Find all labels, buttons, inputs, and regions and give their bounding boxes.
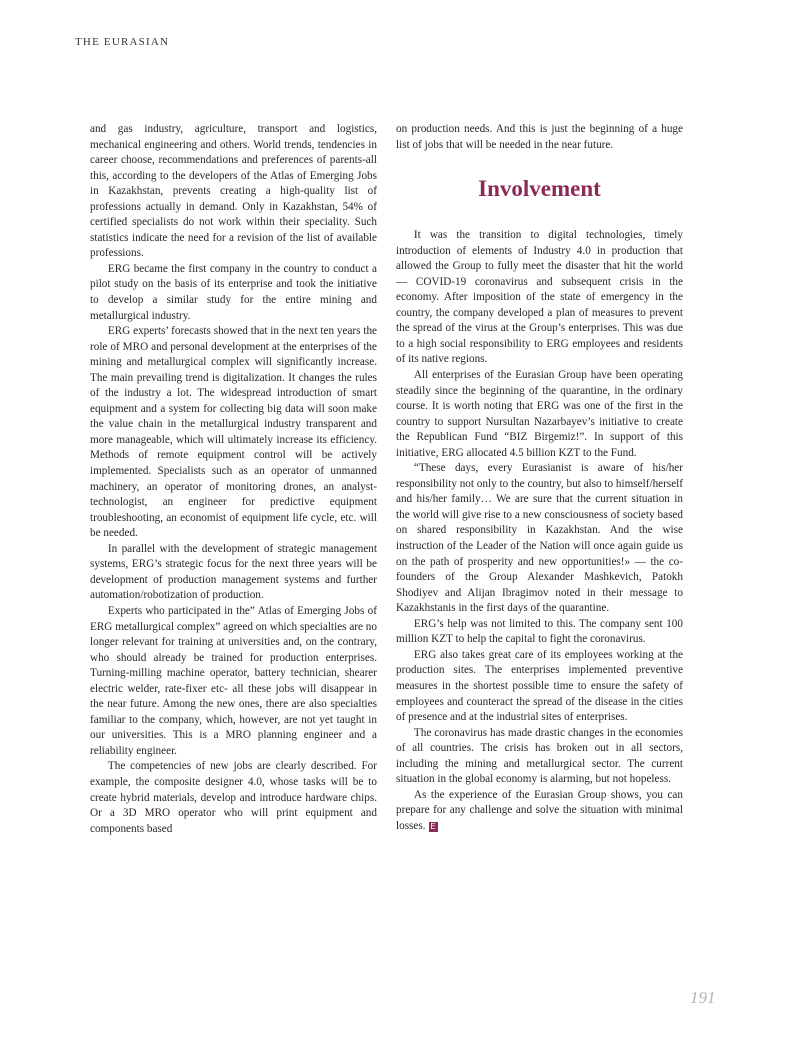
page-number: 191 [690, 988, 716, 1007]
end-of-article-mark: E [430, 821, 436, 831]
paragraph: on production needs. And this is just the beginning of a huge list of jobs that will be needed in the near future. [396, 123, 683, 151]
section-heading: Involvement [478, 176, 601, 202]
paragraph: All enterprises of the Eurasian Group have been operating steadily since the beginning of the quarantine, in the ordinary course. It is worth noting that ERG was one of the first in the country to support Nursultan Nazarbayev’s initiative to create the Republican Fund “BIZ Birgemiz!”. In support of this initiative, ERG allocated 4.5 billion KZT to the Fund. [396, 369, 683, 459]
paragraph: The coronavirus has made drastic changes in the economies of all countries. The crisis has broken out in all sectors, including the mining and metallurgical sector. The current situation in the global economy is alarming, but not hopeless. [396, 726, 683, 786]
paragraph: ERG experts’ forecasts showed that in the next ten years the role of MRO and personal development at the enterprises of the mining and metallurgical complex will significantly increase. The main prevailing trend is digitalization. It changes the rules of the industry a lot. The widespread introduction of smart equipment and a system for collecting big data will soon make the value chain in the metallurgical industry transparent and more manageable, which will ultimately increase its efficiency. Methods of remote equipment control will be actively implemented. Specialists such as an operator of unmanned machinery, an operator of monitoring drones, an analyst-technologist, an engineer for predictive equipment troubleshooting, an economist of equipment life cycle, etc. will be needed. [90, 325, 377, 540]
paragraph: and gas industry, agriculture, transport and logistics, mechanical engineering and others. World trends, tendencies in career choose, recommendations and preferences of parents-all this, according to the developers of the Atlas of Emerging Jobs in Kazakhstan, prevents creating a high-quality list of professions actually in demand. Only in Kazakhstan, 54% of certified specialists do not work within their speciality. Such statistics indicate the need for a revision of the list of available professions. [90, 123, 377, 260]
paragraph: ERG’s help was not limited to this. The company sent 100 million KZT to help the capital to fight the coronavirus. [396, 617, 683, 646]
paragraph: The competencies of new jobs are clearly described. For example, the composite designer 4.0, whose tasks will be to create hybrid materials, develop and introduce hardware chips. Or a 3D MRO operator who will print equipment and components based [90, 760, 377, 835]
paragraph: ERG became the first company in the country to conduct a pilot study on the basis of its enterprise and took the initiative to develop a similar study for the entire mining and metallurgical industry. [90, 262, 377, 322]
paragraph: Experts who participated in the” Atlas of Emerging Jobs of ERG metallurgical complex” agreed on which specialties are no longer relevant for training at universities and, on the contrary, who should already be trained for production enterprises. Turning-milling machine operator, battery technician, shearer electric welder, rate-fixer etc- all these jobs will disappear in the near future. Among the new ones, there are also specialties familiar to the company, which, however, are not yet taught in our universities. This is a MRO planning engineer and a reliability engineer. [90, 604, 377, 757]
paragraph: ERG also takes great care of its employees working at the production sites. The enterprises implemented preventive measures in the shortest possible time to ensure the safety of employees and counteract the spread of the disease in the cities of presence and at the industrial sites of enterprises. [396, 648, 683, 724]
left-column [90, 122, 377, 837]
right-column [396, 122, 683, 834]
paragraph: “These days, every Eurasianist is aware of his/her responsibility not only to the country, but also to himself/herself and his/her family… We are sure that the current situation in the world will give rise to a new consciousness of society based on shared responsibility in Kazakhstan. And the wise instruction of the Leader of the Nation will once again guide us on the path of prosperity and new opportunities!» — the co-founders of the Group Alexander Mashkevich, Patokh Shodiyev and Alijan Ibragimov noted in their message to Kazakhstanis in the first days of the quarantine. [396, 462, 684, 615]
running-title: THE EURASIAN [75, 36, 170, 48]
paragraph: It was the transition to digital technologies, timely introduction of elements of Industry 4.0 in production that allowed the Group to fully meet the disaster that hit the world — COVID-19 coronavirus and subsequent crisis in the economy. After imposition of the state of emergency in the country, the company developed a plan of measures to prevent the spread of the virus at the Group’s enterprises. This was due to a high social responsibility to ERG employees and residents of its native regions. [396, 229, 683, 366]
paragraph: In parallel with the development of strategic management systems, ERG’s strategic focus for the next three years will be development of production management systems and further automation/robotization of production. [90, 542, 377, 602]
closing-paragraph [396, 788, 683, 835]
closing-text: As the experience of the Eurasian Group shows, you can prepare for any challenge and solve the situation with minimal losses. [396, 788, 683, 832]
